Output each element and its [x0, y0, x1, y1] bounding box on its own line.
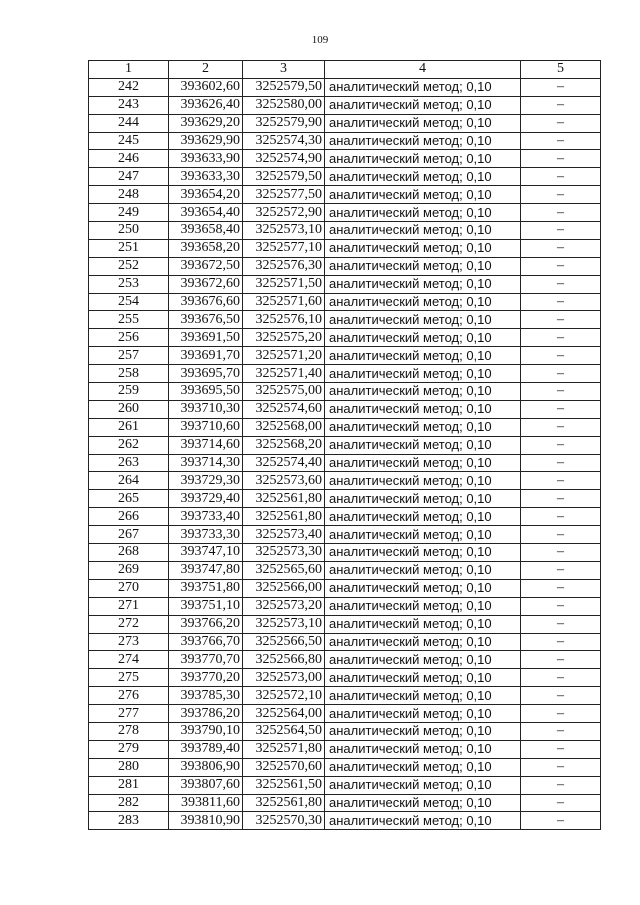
note-cell: – [521, 168, 601, 186]
note-cell: – [521, 722, 601, 740]
table-row [89, 758, 601, 776]
coordinates-table [88, 60, 601, 830]
point-number-cell: 268 [89, 544, 169, 562]
x-coordinate-cell: 393629,20 [169, 114, 243, 132]
note-cell: – [521, 490, 601, 508]
table-row [89, 293, 601, 311]
method-accuracy-cell: аналитический метод; 0,10 [325, 722, 521, 740]
method-accuracy-cell: аналитический метод; 0,10 [325, 597, 521, 615]
point-number-cell: 270 [89, 579, 169, 597]
note-cell: – [521, 365, 601, 383]
method-accuracy-cell: аналитический метод; 0,10 [325, 687, 521, 705]
x-coordinate-cell: 393766,20 [169, 615, 243, 633]
note-cell: – [521, 293, 601, 311]
note-cell: – [521, 383, 601, 401]
table-row [89, 633, 601, 651]
method-accuracy-cell: аналитический метод; 0,10 [325, 544, 521, 562]
x-coordinate-cell: 393770,70 [169, 651, 243, 669]
table-row [89, 579, 601, 597]
x-coordinate-cell: 393786,20 [169, 705, 243, 723]
method-accuracy-cell: аналитический метод; 0,10 [325, 293, 521, 311]
note-cell: – [521, 794, 601, 812]
y-coordinate-cell: 3252572,10 [243, 687, 325, 705]
x-coordinate-cell: 393806,90 [169, 758, 243, 776]
table-row [89, 329, 601, 347]
note-cell: – [521, 418, 601, 436]
point-number-cell: 267 [89, 526, 169, 544]
note-cell: – [521, 812, 601, 830]
y-coordinate-cell: 3252566,00 [243, 579, 325, 597]
point-number-cell: 258 [89, 365, 169, 383]
table-row [89, 132, 601, 150]
method-accuracy-cell: аналитический метод; 0,10 [325, 311, 521, 329]
table-row [89, 257, 601, 275]
x-coordinate-cell: 393695,70 [169, 365, 243, 383]
x-coordinate-cell: 393676,50 [169, 311, 243, 329]
method-accuracy-cell: аналитический метод; 0,10 [325, 329, 521, 347]
table-header [89, 61, 601, 79]
page-number: 109 [311, 34, 329, 46]
table-row [89, 561, 601, 579]
point-number-cell: 261 [89, 418, 169, 436]
note-cell: – [521, 705, 601, 723]
table-row [89, 383, 601, 401]
y-coordinate-cell: 3252579,90 [243, 114, 325, 132]
method-accuracy-cell: аналитический метод; 0,10 [325, 794, 521, 812]
x-coordinate-cell: 393676,60 [169, 293, 243, 311]
note-cell: – [521, 615, 601, 633]
note-cell: – [521, 526, 601, 544]
table-row [89, 186, 601, 204]
note-cell: – [521, 669, 601, 687]
note-cell: – [521, 204, 601, 222]
method-accuracy-cell: аналитический метод; 0,10 [325, 436, 521, 454]
table-row [89, 776, 601, 794]
point-number-cell: 253 [89, 275, 169, 293]
table-row [89, 114, 601, 132]
y-coordinate-cell: 3252574,30 [243, 132, 325, 150]
point-number-cell: 249 [89, 204, 169, 222]
table-row [89, 544, 601, 562]
x-coordinate-cell: 393810,90 [169, 812, 243, 830]
header-col-4: 4 [325, 61, 521, 79]
y-coordinate-cell: 3252566,50 [243, 633, 325, 651]
point-number-cell: 245 [89, 132, 169, 150]
table-row [89, 669, 601, 687]
method-accuracy-cell: аналитический метод; 0,10 [325, 651, 521, 669]
table-row [89, 454, 601, 472]
x-coordinate-cell: 393751,80 [169, 579, 243, 597]
method-accuracy-cell: аналитический метод; 0,10 [325, 758, 521, 776]
y-coordinate-cell: 3252577,10 [243, 239, 325, 257]
x-coordinate-cell: 393658,20 [169, 239, 243, 257]
method-accuracy-cell: аналитический метод; 0,10 [325, 114, 521, 132]
header-col-3: 3 [243, 61, 325, 79]
x-coordinate-cell: 393807,60 [169, 776, 243, 794]
method-accuracy-cell: аналитический метод; 0,10 [325, 579, 521, 597]
note-cell: – [521, 454, 601, 472]
point-number-cell: 248 [89, 186, 169, 204]
table-row [89, 275, 601, 293]
point-number-cell: 278 [89, 722, 169, 740]
point-number-cell: 256 [89, 329, 169, 347]
table-row [89, 150, 601, 168]
x-coordinate-cell: 393691,50 [169, 329, 243, 347]
y-coordinate-cell: 3252561,80 [243, 490, 325, 508]
x-coordinate-cell: 393751,10 [169, 597, 243, 615]
note-cell: – [521, 150, 601, 168]
method-accuracy-cell: аналитический метод; 0,10 [325, 633, 521, 651]
point-number-cell: 257 [89, 347, 169, 365]
note-cell: – [521, 78, 601, 96]
note-cell: – [521, 561, 601, 579]
method-accuracy-cell: аналитический метод; 0,10 [325, 96, 521, 114]
note-cell: – [521, 400, 601, 418]
x-coordinate-cell: 393654,40 [169, 204, 243, 222]
method-accuracy-cell: аналитический метод; 0,10 [325, 275, 521, 293]
table-row [89, 705, 601, 723]
y-coordinate-cell: 3252570,60 [243, 758, 325, 776]
x-coordinate-cell: 393672,50 [169, 257, 243, 275]
table-row [89, 436, 601, 454]
x-coordinate-cell: 393733,40 [169, 508, 243, 526]
y-coordinate-cell: 3252576,10 [243, 311, 325, 329]
method-accuracy-cell: аналитический метод; 0,10 [325, 454, 521, 472]
method-accuracy-cell: аналитический метод; 0,10 [325, 347, 521, 365]
header-col-2: 2 [169, 61, 243, 79]
y-coordinate-cell: 3252566,80 [243, 651, 325, 669]
table-row [89, 651, 601, 669]
y-coordinate-cell: 3252571,50 [243, 275, 325, 293]
method-accuracy-cell: аналитический метод; 0,10 [325, 508, 521, 526]
note-cell: – [521, 239, 601, 257]
y-coordinate-cell: 3252572,90 [243, 204, 325, 222]
point-number-cell: 280 [89, 758, 169, 776]
header-col-1: 1 [89, 61, 169, 79]
method-accuracy-cell: аналитический метод; 0,10 [325, 186, 521, 204]
y-coordinate-cell: 3252561,80 [243, 794, 325, 812]
table-row [89, 722, 601, 740]
x-coordinate-cell: 393714,60 [169, 436, 243, 454]
method-accuracy-cell: аналитический метод; 0,10 [325, 257, 521, 275]
table-row [89, 418, 601, 436]
note-cell: – [521, 347, 601, 365]
point-number-cell: 279 [89, 740, 169, 758]
table-row [89, 508, 601, 526]
y-coordinate-cell: 3252579,50 [243, 78, 325, 96]
x-coordinate-cell: 393633,30 [169, 168, 243, 186]
table-row [89, 740, 601, 758]
table-body [89, 78, 601, 829]
note-cell: – [521, 740, 601, 758]
point-number-cell: 265 [89, 490, 169, 508]
point-number-cell: 282 [89, 794, 169, 812]
x-coordinate-cell: 393729,30 [169, 472, 243, 490]
point-number-cell: 266 [89, 508, 169, 526]
method-accuracy-cell: аналитический метод; 0,10 [325, 383, 521, 401]
point-number-cell: 272 [89, 615, 169, 633]
note-cell: – [521, 651, 601, 669]
table-row [89, 687, 601, 705]
note-cell: – [521, 329, 601, 347]
table-row [89, 472, 601, 490]
x-coordinate-cell: 393747,10 [169, 544, 243, 562]
x-coordinate-cell: 393654,20 [169, 186, 243, 204]
note-cell: – [521, 508, 601, 526]
point-number-cell: 281 [89, 776, 169, 794]
table-row [89, 490, 601, 508]
method-accuracy-cell: аналитический метод; 0,10 [325, 365, 521, 383]
note-cell: – [521, 114, 601, 132]
method-accuracy-cell: аналитический метод; 0,10 [325, 78, 521, 96]
x-coordinate-cell: 393629,90 [169, 132, 243, 150]
y-coordinate-cell: 3252568,20 [243, 436, 325, 454]
y-coordinate-cell: 3252573,10 [243, 615, 325, 633]
method-accuracy-cell: аналитический метод; 0,10 [325, 615, 521, 633]
point-number-cell: 263 [89, 454, 169, 472]
method-accuracy-cell: аналитический метод; 0,10 [325, 222, 521, 240]
table-row [89, 526, 601, 544]
note-cell: – [521, 186, 601, 204]
x-coordinate-cell: 393710,30 [169, 400, 243, 418]
point-number-cell: 262 [89, 436, 169, 454]
point-number-cell: 264 [89, 472, 169, 490]
table-row [89, 204, 601, 222]
point-number-cell: 251 [89, 239, 169, 257]
method-accuracy-cell: аналитический метод; 0,10 [325, 150, 521, 168]
y-coordinate-cell: 3252571,80 [243, 740, 325, 758]
method-accuracy-cell: аналитический метод; 0,10 [325, 526, 521, 544]
point-number-cell: 269 [89, 561, 169, 579]
header-col-5: 5 [521, 61, 601, 79]
x-coordinate-cell: 393729,40 [169, 490, 243, 508]
method-accuracy-cell: аналитический метод; 0,10 [325, 239, 521, 257]
note-cell: – [521, 597, 601, 615]
point-number-cell: 276 [89, 687, 169, 705]
table-row [89, 347, 601, 365]
y-coordinate-cell: 3252577,50 [243, 186, 325, 204]
point-number-cell: 254 [89, 293, 169, 311]
point-number-cell: 271 [89, 597, 169, 615]
method-accuracy-cell: аналитический метод; 0,10 [325, 204, 521, 222]
y-coordinate-cell: 3252573,20 [243, 597, 325, 615]
note-cell: – [521, 222, 601, 240]
note-cell: – [521, 275, 601, 293]
point-number-cell: 275 [89, 669, 169, 687]
point-number-cell: 252 [89, 257, 169, 275]
method-accuracy-cell: аналитический метод; 0,10 [325, 132, 521, 150]
y-coordinate-cell: 3252579,50 [243, 168, 325, 186]
y-coordinate-cell: 3252574,60 [243, 400, 325, 418]
table-row [89, 794, 601, 812]
x-coordinate-cell: 393747,80 [169, 561, 243, 579]
note-cell: – [521, 311, 601, 329]
x-coordinate-cell: 393766,70 [169, 633, 243, 651]
x-coordinate-cell: 393790,10 [169, 722, 243, 740]
y-coordinate-cell: 3252571,20 [243, 347, 325, 365]
x-coordinate-cell: 393691,70 [169, 347, 243, 365]
table-row [89, 400, 601, 418]
y-coordinate-cell: 3252561,50 [243, 776, 325, 794]
note-cell: – [521, 472, 601, 490]
point-number-cell: 277 [89, 705, 169, 723]
x-coordinate-cell: 393733,30 [169, 526, 243, 544]
point-number-cell: 246 [89, 150, 169, 168]
y-coordinate-cell: 3252575,00 [243, 383, 325, 401]
table-row [89, 222, 601, 240]
y-coordinate-cell: 3252571,60 [243, 293, 325, 311]
point-number-cell: 273 [89, 633, 169, 651]
point-number-cell: 247 [89, 168, 169, 186]
method-accuracy-cell: аналитический метод; 0,10 [325, 776, 521, 794]
x-coordinate-cell: 393789,40 [169, 740, 243, 758]
x-coordinate-cell: 393785,30 [169, 687, 243, 705]
method-accuracy-cell: аналитический метод; 0,10 [325, 812, 521, 830]
x-coordinate-cell: 393714,30 [169, 454, 243, 472]
x-coordinate-cell: 393633,90 [169, 150, 243, 168]
y-coordinate-cell: 3252570,30 [243, 812, 325, 830]
note-cell: – [521, 132, 601, 150]
y-coordinate-cell: 3252573,60 [243, 472, 325, 490]
header-row [89, 61, 601, 79]
table-row [89, 597, 601, 615]
table-row [89, 239, 601, 257]
x-coordinate-cell: 393626,40 [169, 96, 243, 114]
y-coordinate-cell: 3252573,00 [243, 669, 325, 687]
x-coordinate-cell: 393695,50 [169, 383, 243, 401]
y-coordinate-cell: 3252564,00 [243, 705, 325, 723]
y-coordinate-cell: 3252571,40 [243, 365, 325, 383]
point-number-cell: 250 [89, 222, 169, 240]
method-accuracy-cell: аналитический метод; 0,10 [325, 490, 521, 508]
point-number-cell: 243 [89, 96, 169, 114]
y-coordinate-cell: 3252568,00 [243, 418, 325, 436]
method-accuracy-cell: аналитический метод; 0,10 [325, 168, 521, 186]
note-cell: – [521, 579, 601, 597]
method-accuracy-cell: аналитический метод; 0,10 [325, 669, 521, 687]
method-accuracy-cell: аналитический метод; 0,10 [325, 561, 521, 579]
x-coordinate-cell: 393710,60 [169, 418, 243, 436]
note-cell: – [521, 96, 601, 114]
table-row [89, 168, 601, 186]
point-number-cell: 260 [89, 400, 169, 418]
method-accuracy-cell: аналитический метод; 0,10 [325, 740, 521, 758]
x-coordinate-cell: 393672,60 [169, 275, 243, 293]
y-coordinate-cell: 3252564,50 [243, 722, 325, 740]
method-accuracy-cell: аналитический метод; 0,10 [325, 705, 521, 723]
note-cell: – [521, 776, 601, 794]
method-accuracy-cell: аналитический метод; 0,10 [325, 472, 521, 490]
point-number-cell: 242 [89, 78, 169, 96]
y-coordinate-cell: 3252565,60 [243, 561, 325, 579]
note-cell: – [521, 633, 601, 651]
point-number-cell: 274 [89, 651, 169, 669]
table-row [89, 78, 601, 96]
table-row [89, 615, 601, 633]
point-number-cell: 244 [89, 114, 169, 132]
table-row [89, 365, 601, 383]
note-cell: – [521, 758, 601, 776]
x-coordinate-cell: 393602,60 [169, 78, 243, 96]
note-cell: – [521, 687, 601, 705]
y-coordinate-cell: 3252580,00 [243, 96, 325, 114]
y-coordinate-cell: 3252573,10 [243, 222, 325, 240]
y-coordinate-cell: 3252573,40 [243, 526, 325, 544]
x-coordinate-cell: 393770,20 [169, 669, 243, 687]
method-accuracy-cell: аналитический метод; 0,10 [325, 418, 521, 436]
note-cell: – [521, 257, 601, 275]
y-coordinate-cell: 3252574,40 [243, 454, 325, 472]
table-row [89, 311, 601, 329]
method-accuracy-cell: аналитический метод; 0,10 [325, 400, 521, 418]
x-coordinate-cell: 393811,60 [169, 794, 243, 812]
table-row [89, 812, 601, 830]
point-number-cell: 283 [89, 812, 169, 830]
point-number-cell: 255 [89, 311, 169, 329]
x-coordinate-cell: 393658,40 [169, 222, 243, 240]
note-cell: – [521, 544, 601, 562]
point-number-cell: 259 [89, 383, 169, 401]
note-cell: – [521, 436, 601, 454]
table-row [89, 96, 601, 114]
y-coordinate-cell: 3252561,80 [243, 508, 325, 526]
y-coordinate-cell: 3252576,30 [243, 257, 325, 275]
y-coordinate-cell: 3252573,30 [243, 544, 325, 562]
y-coordinate-cell: 3252574,90 [243, 150, 325, 168]
y-coordinate-cell: 3252575,20 [243, 329, 325, 347]
